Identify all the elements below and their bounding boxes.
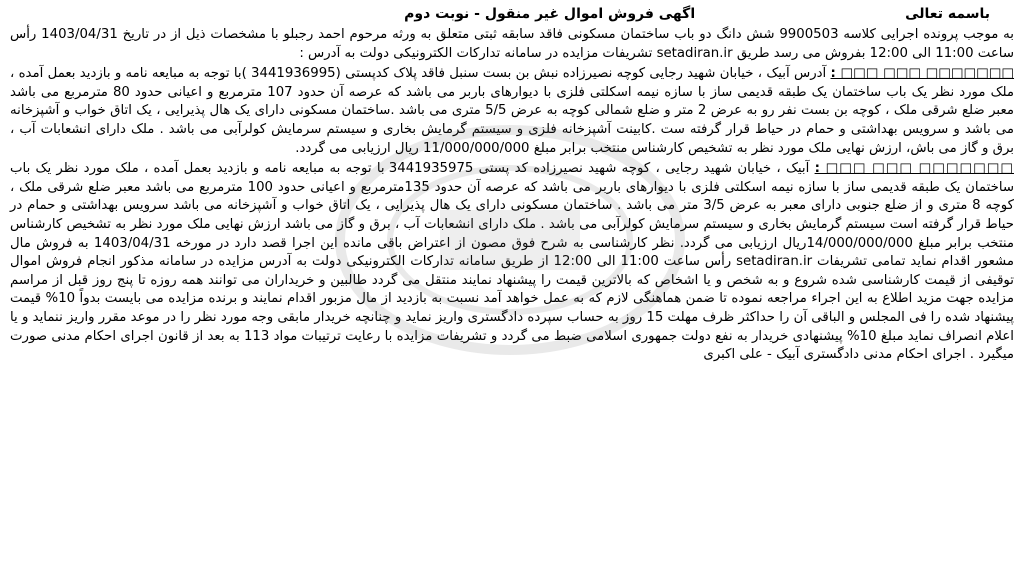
parcel-2-text: آبیک ، خیابان شهید رجایی ، کوچه شهید نصیرزاده کد پستی 3441935975 با توجه به مبایعه نامه و بازدید بعمل آمده ، ملک مورد نظر یک باب ساختمان یک طبقه قدیمی ساز با سازه نیمه اسکلتی فلزی با دیوارهای باربر می باشد که عرصه آن حدود 135مترمربع و اعیانی حدود 100 مترمربع می باشد معبر ضلع شرقی ملک ، کوچه 8 متری و از ضلع جنوبی دارای معبر به عرض 3/5 متر می باشد . ساختمان مسکونی دارای یک هال پذیرایی ، یک اتاق خواب و آشپزخانه می باشد سرویس بهداشتی و حمام در حیاط قرار گرفته است سیستم گرمایش بخاری و سیستم سرمایش کولرآبی می باشد . ملک دارای انشعابات آب ، برق و گاز می باشد ارزش نهایی ملک مورد نظر به تشخیص کارشناس منتخب برابر مبلغ 14/000/000/000ریال ارزیابی می گردد. نظر کارشناسی به شرح فوق مصون از اعتراض باقی مانده این اجرا قصد دارد در مورخه 1403/04/31 به فروش مال مشعور اقدام نماید تمامی تشریفات setadiran.ir رأس ساعت 11:00 الی 12:00 از طریق سامانه تدارکات الکترونیکی دولت به آدرس مزایده در سامانه مذکور انجام فروش اموال توقیفی از قیمت کارشناسی شده شروع و به شخص و یا اشخاص که بالاترین قیمت را پیشنهاد نمایند منتقل می گردد طالبین و خریداران می توانند همه روزه تا پنج روز قبل از مراسم مزایده جهت مزید اطلاع به این اجراء مراجعه نموده تا ضمن هماهنگی لازم که به عمل خواهد آمد نسبت به بازدید از مال مزبور اقدام نمایند و برنده مزایده می بایست بدواً 10% قیمت پیشنهاد شده را فی المجلس و الباقی آن را حداکثر ظرف مهلت 15 روز به حساب سپرده دادگستری واریز نماید و چنانچه خریدار مابقی وجه مورد نظر را در موعد مقرر واریز ننماید و یا اعلام انصراف نماید مبلغ 10% پیشنهادی خریدار به نفع دولت جمهوری اسلامی ضبط می گردد و تشریفات مزایده با رعایت ترتیبات مواد 113 به بعد از قانون اجرای احکام مدنی صورت میگیرد . اجرای احکام مدنی دادگستری آبیک - علی اکبری: [10, 161, 1015, 363]
notice-header: [10, 2, 1014, 26]
notice-title: اگهی فروش اموال غیر منقول - نوبت دوم: [404, 6, 696, 22]
parcel-2-paragraph: [10, 160, 1014, 365]
intro-paragraph: به موجب پرونده اجرایی کلاسه 9900503 شش دانگ دو باب ساختمان مسکونی فاقد سابقه ثبتی متعلق به ورثه مرحوم احمد رجبلو با مشخصات ذیل از در تاریخ 1403/04/31 رأس ساعت 11:00 الی 12:00 بفروش می رسد طریق setadiran.ir تشریفات مزایده در سامانه تدارکات الکترونیکی دولت به آدرس :: [10, 27, 1014, 61]
parcel-1-label: □□□□□□□ □□□ □□□ :: [830, 66, 1015, 82]
parcel-1-paragraph: [10, 65, 1014, 158]
invocation-text: باسمه تعالی: [905, 6, 990, 22]
parcel-2-label: □□□□□□□ □□□ □□□ :: [814, 161, 1014, 177]
parcel-1-text: آدرس آبیک ، خیابان شهید رجایی کوچه نصیرزاده نبش بن بست سنبل فاقد پلاک کدپستی (3441936995 )با توجه به مبایعه نامه و بازدید بعمل آمده ، ملک مورد نظر یک باب ساختمان یک طبقه قدیمی ساز با سازه نیمه اسکلتی فلزی با دیوارهای باربر می باشد که عرصه آن حدود 107 مترمربع و اعیانی حدود 80 مترمربع می باشد معبر ضلع شرقی ملک ، کوچه بن بست نفر رو به عرض 2 متر و ضلع شمالی کوچه به عرض 5/5 متری می باشد .ساختمان مسکونی دارای یک هال پذیرایی ، یک اتاق خواب و آشپزخانه می باشد و سرویس بهداشتی و حمام در حیاط قرار گرفته ست .کابینت آشپزخانه فلزی و سیستم گرمایش بخاری و سیستم سرمایش کولرآبی می باشد . ملک دارای انشعابات آب ، برق و گاز می باش، ارزش نهایی ملک مورد نظر به تشخیص کارشناس منتخب برابر مبلغ 11/000/000/000 ریال ارزیابی می گردد.: [10, 66, 1015, 156]
